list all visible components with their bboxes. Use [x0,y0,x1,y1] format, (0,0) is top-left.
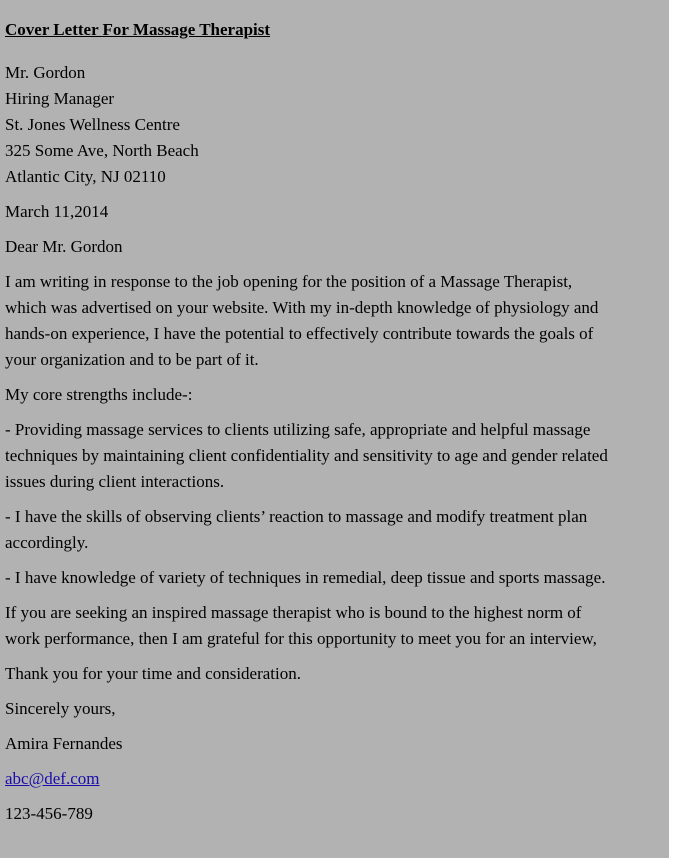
phone-number: 123-456-789 [5,804,93,823]
strength-line: - I have knowledge of variety of techniques in remedial, deep tissue and sports massage. [5,568,606,587]
strength-item-3 [5,565,665,591]
page-title: Cover Letter For Massage Therapist [5,20,271,39]
strength-line: issues during client interactions. [5,472,225,491]
sender-name: Amira Fernandes [5,734,123,753]
letter-date: March 11,2014 [5,202,109,221]
strength-line: accordingly. [5,533,89,552]
strength-line: - I have the skills of observing clients’ reaction to massage and modify treatment plan [5,507,588,526]
closing-paragraph [5,600,665,652]
thanks-line: Thank you for your time and consideration. [5,664,302,683]
salutation: Dear Mr. Gordon [5,237,123,256]
recipient-company: St. Jones Wellness Centre [5,115,180,134]
strength-line: - Providing massage services to clients utilizing safe, appropriate and helpful massage [5,420,591,439]
recipient-city: Atlantic City, NJ 02110 [5,167,166,186]
recipient-name: Mr. Gordon [5,63,86,82]
letter-content [5,17,665,836]
email-row [5,766,665,792]
closing-line: If you are seeking an inspired massage therapist who is bound to the highest norm of [5,603,582,622]
recipient-street: 325 Some Ave, North Beach [5,141,199,160]
intro-line: which was advertised on your website. With my in-depth knowledge of physiology and [5,298,599,317]
signoff: Sincerely yours, [5,699,116,718]
intro-paragraph [5,269,665,373]
strength-item-1 [5,417,665,495]
strength-item-2 [5,504,665,556]
closing-line: work performance, then I am grateful for this opportunity to meet you for an interview, [5,629,597,648]
strengths-heading: My core strengths include-: [5,385,193,404]
intro-line: hands-on experience, I have the potential to effectively contribute towards the goals of [5,324,594,343]
email-link[interactable]: abc@def.com [5,769,100,788]
strength-line: techniques by maintaining client confidentiality and sensitivity to age and gender related [5,446,608,465]
intro-line: your organization and to be part of it. [5,350,259,369]
recipient-position: Hiring Manager [5,89,115,108]
recipient-address [5,60,665,190]
intro-line: I am writing in response to the job opening for the position of a Massage Therapist, [5,272,573,291]
